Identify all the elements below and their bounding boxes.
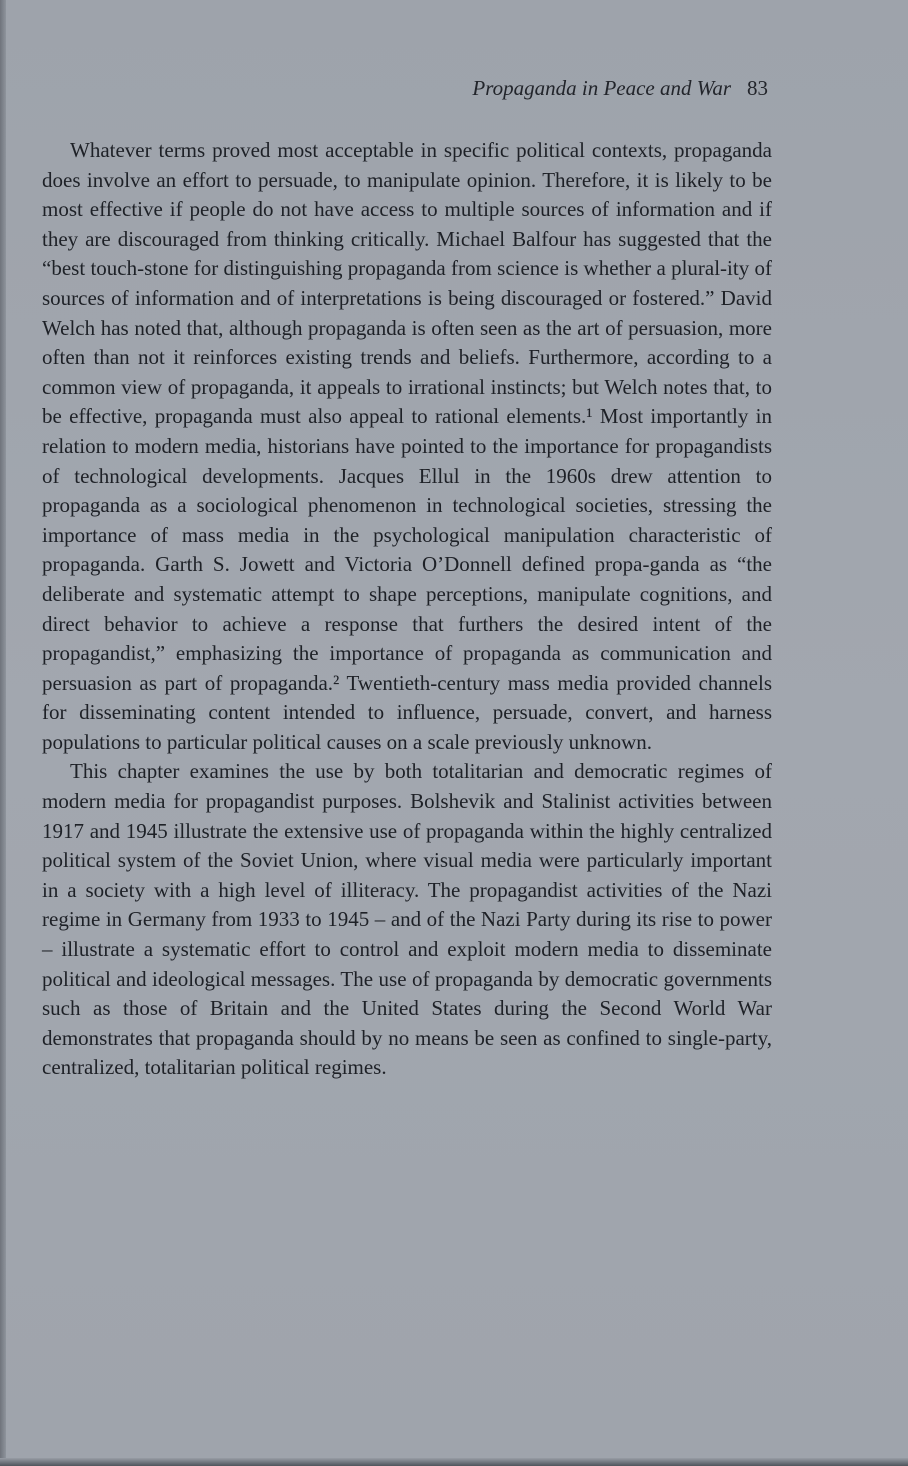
body-text [42,136,772,1083]
page-bottom-shadow [0,1458,908,1466]
running-title: Propaganda in Peace and War [472,76,731,100]
paragraph-1: Whatever terms proved most acceptable in specific political contexts, propaganda does involve an effort to persuade, to manipulate opinion. Therefore, it is likely to be most effective if people do not have access to multiple sources of information and if they are discouraged from thinking critically. Michael Balfour has suggested that the “best touch-stone for distinguishing propaganda from science is whether a plural-ity of sources of information and of interpretations is being discouraged or fostered.” David Welch has noted that, although propaganda is often seen as the art of persuasion, more often than not it reinforces existing trends and beliefs. Furthermore, according to a common view of propaganda, it appeals to irrational instincts; but Welch notes that, to be effective, propaganda must also appeal to rational elements.¹ Most importantly in relation to modern media, historians have pointed to the importance for propagandists of technological developments. Jacques Ellul in the 1960s drew attention to propaganda as a sociological phenomenon in technological societies, stressing the importance of mass media in the psychological manipulation characteristic of propaganda. Garth S. Jowett and Victoria O’Donnell defined propa-ganda as “the deliberate and systematic attempt to shape perceptions, manipulate cognitions, and direct behavior to achieve a response that furthers the desired intent of the propagandist,” emphasizing the importance of propaganda as communication and persuasion as part of propaganda.² Twentieth-century mass media provided channels for disseminating content intended to influence, persuade, convert, and harness populations to particular political causes on a scale previously unknown. [42,138,772,754]
paragraph-2: This chapter examines the use by both totalitarian and democratic regimes of modern media for propagandist purposes. Bolshevik and Stalinist activities between 1917 and 1945 illustrate the extensive use of propaganda within the highly centralized political system of the Soviet Union, where visual media were particularly important in a society with a high level of illiteracy. The propagandist activities of the Nazi regime in Germany from 1933 to 1945 – and of the Nazi Party during its rise to power – illustrate a systematic effort to control and exploit modern media to disseminate political and ideological messages. The use of propaganda by democratic governments such as those of Britain and the United States during the Second World War demonstrates that propaganda should by no means be seen as confined to single-party, centralized, totalitarian political regimes. [42,759,772,1080]
running-header [472,76,768,101]
page-spine-shadow [0,0,6,1466]
page-number: 83 [747,76,768,100]
